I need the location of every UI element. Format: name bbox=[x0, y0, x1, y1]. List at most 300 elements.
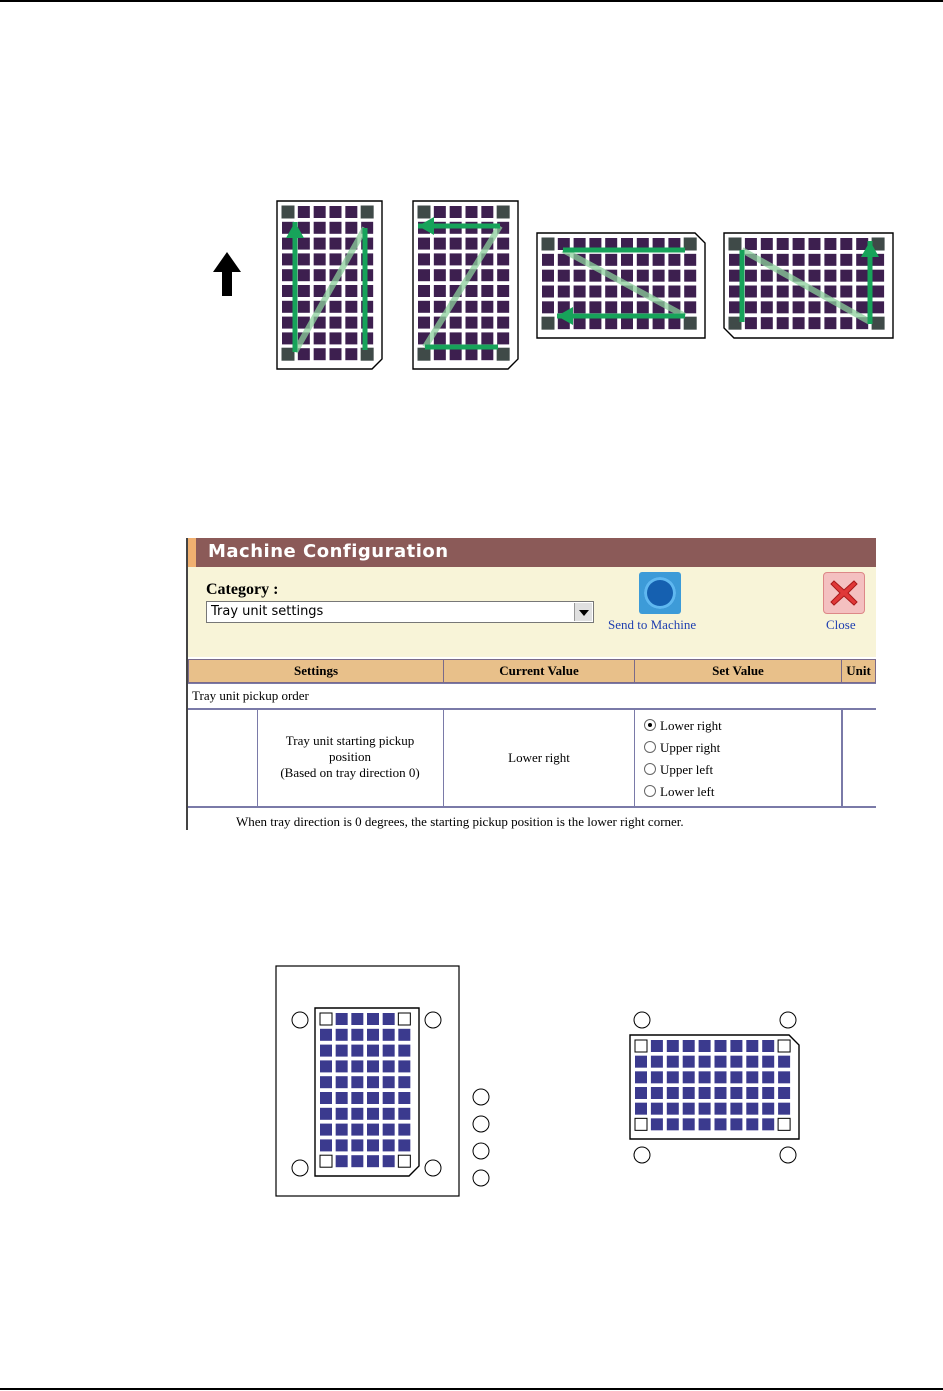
tray-cell bbox=[651, 1040, 663, 1052]
tray-cell bbox=[466, 285, 478, 297]
tray-cell bbox=[793, 301, 805, 313]
tray-cell bbox=[715, 1071, 727, 1083]
tray-cell bbox=[466, 206, 478, 218]
tray-cell bbox=[621, 317, 633, 329]
tray-cell bbox=[840, 254, 852, 266]
callout-circle bbox=[780, 1012, 796, 1028]
tray-cell bbox=[398, 1092, 410, 1104]
tray-cell bbox=[574, 301, 586, 313]
pickup-order-figure bbox=[0, 0, 943, 420]
send-to-machine-icon[interactable] bbox=[639, 572, 681, 614]
tray-cell bbox=[320, 1139, 332, 1151]
tray-cell bbox=[330, 348, 342, 360]
tray-cell bbox=[330, 206, 342, 218]
tray-cell bbox=[761, 317, 773, 329]
tray-cell bbox=[345, 222, 357, 234]
tray-cell bbox=[778, 1103, 790, 1115]
tray-cell bbox=[730, 1118, 742, 1130]
tray-cell bbox=[762, 1040, 774, 1052]
tray-cell bbox=[824, 270, 836, 282]
tray-cell bbox=[840, 317, 852, 329]
tray-cell bbox=[398, 1124, 410, 1136]
tray-cell bbox=[320, 1092, 332, 1104]
tray-cell bbox=[383, 1155, 395, 1167]
tray-cell bbox=[497, 253, 509, 265]
tray-cell bbox=[298, 238, 310, 250]
tray-cell bbox=[761, 301, 773, 313]
callout-circle bbox=[634, 1147, 650, 1163]
tray-cell bbox=[635, 1087, 647, 1099]
tray-cell bbox=[778, 1056, 790, 1068]
title-bar bbox=[188, 538, 876, 567]
note-text: When tray direction is 0 degrees, the starting pickup position is the lower right corner. bbox=[236, 814, 684, 829]
tray-cell bbox=[653, 270, 665, 282]
tray-cell bbox=[383, 1076, 395, 1088]
tray-cell bbox=[367, 1029, 379, 1041]
tray-cell bbox=[282, 332, 294, 344]
tray-cell bbox=[684, 301, 696, 313]
tray-cell bbox=[668, 286, 680, 298]
option-lower-right[interactable] bbox=[644, 718, 722, 734]
divider bbox=[634, 709, 635, 807]
tray-cell bbox=[345, 332, 357, 344]
tray-cell bbox=[778, 1087, 790, 1099]
toolbar bbox=[188, 567, 876, 657]
tray-cell bbox=[746, 1071, 758, 1083]
tray-cell bbox=[715, 1040, 727, 1052]
tray-cell bbox=[450, 206, 462, 218]
tray-cell bbox=[777, 317, 789, 329]
tray-cell bbox=[351, 1139, 363, 1151]
tray-cell bbox=[856, 301, 868, 313]
tray-corner-cell bbox=[684, 238, 696, 250]
tray-cell bbox=[351, 1029, 363, 1041]
tray-cell bbox=[683, 1040, 695, 1052]
tray-cell bbox=[398, 1045, 410, 1057]
tray-cell bbox=[345, 206, 357, 218]
section-label: Tray unit pickup order bbox=[192, 688, 309, 703]
option-upper-right[interactable] bbox=[644, 740, 720, 756]
tray-cell bbox=[668, 270, 680, 282]
tray-cell bbox=[715, 1118, 727, 1130]
tray-cell bbox=[320, 1108, 332, 1120]
tray-cell bbox=[637, 270, 649, 282]
tray-cell bbox=[667, 1118, 679, 1130]
tray-cell bbox=[351, 1124, 363, 1136]
tray-cell bbox=[330, 222, 342, 234]
tray-cell bbox=[730, 1040, 742, 1052]
tray-cell bbox=[398, 1029, 410, 1041]
tray-cell bbox=[434, 253, 446, 265]
tray-cell bbox=[809, 301, 821, 313]
radio-icon[interactable] bbox=[644, 763, 656, 775]
tray-cell bbox=[320, 1124, 332, 1136]
tray-cell bbox=[699, 1087, 711, 1099]
tray-cell bbox=[497, 269, 509, 281]
tray-cell bbox=[466, 332, 478, 344]
tray-corner-cell bbox=[320, 1013, 332, 1025]
tray-cell bbox=[824, 238, 836, 250]
tray-cell bbox=[282, 238, 294, 250]
tray-cell bbox=[383, 1013, 395, 1025]
tray-cell bbox=[298, 285, 310, 297]
tray-cell bbox=[872, 301, 884, 313]
tray-cell bbox=[466, 238, 478, 250]
tray-cell bbox=[809, 317, 821, 329]
category-select[interactable] bbox=[206, 601, 594, 623]
tray-cell bbox=[653, 254, 665, 266]
tray-cell bbox=[745, 238, 757, 250]
tray-corner-cell bbox=[635, 1040, 647, 1052]
tray-cell bbox=[809, 270, 821, 282]
tray-cell bbox=[383, 1139, 395, 1151]
tray-cell bbox=[367, 1060, 379, 1072]
header-current-value: Current Value bbox=[443, 659, 635, 683]
tray-cell bbox=[345, 317, 357, 329]
tray-cell bbox=[336, 1139, 348, 1151]
callout-circle bbox=[292, 1012, 308, 1028]
tray-cell bbox=[330, 253, 342, 265]
tray-cell bbox=[367, 1124, 379, 1136]
radio-icon[interactable] bbox=[644, 719, 656, 731]
tray-cell bbox=[635, 1071, 647, 1083]
tray-corner-cell bbox=[418, 206, 430, 218]
window-title: Machine Configuration bbox=[208, 541, 449, 562]
tray-cell bbox=[298, 269, 310, 281]
tray-cell bbox=[730, 1056, 742, 1068]
option-upper-left[interactable] bbox=[644, 762, 713, 778]
tray-cell bbox=[651, 1071, 663, 1083]
tray-cell bbox=[793, 317, 805, 329]
tray-cell bbox=[336, 1060, 348, 1072]
tray-cell bbox=[398, 1060, 410, 1072]
tray-cell bbox=[589, 301, 601, 313]
tray-cell bbox=[314, 238, 326, 250]
tray-cell bbox=[651, 1103, 663, 1115]
tray-cell bbox=[683, 1056, 695, 1068]
tray-cell bbox=[699, 1118, 711, 1130]
tray-cell bbox=[282, 301, 294, 313]
tray-cell bbox=[466, 317, 478, 329]
header-settings: Settings bbox=[188, 659, 444, 683]
tray-cell bbox=[383, 1060, 395, 1072]
tray-cell bbox=[434, 285, 446, 297]
tray-cell bbox=[383, 1092, 395, 1104]
tray-cell bbox=[683, 1087, 695, 1099]
tray-cell bbox=[320, 1076, 332, 1088]
send-to-machine-button[interactable]: Send to Machine bbox=[608, 617, 697, 632]
tray-cell bbox=[298, 206, 310, 218]
radio-icon[interactable] bbox=[644, 785, 656, 797]
tray-cell bbox=[351, 1092, 363, 1104]
tray-cell bbox=[667, 1071, 679, 1083]
tray-cell bbox=[793, 238, 805, 250]
tray-cell bbox=[746, 1103, 758, 1115]
option-label: Lower left bbox=[660, 784, 715, 799]
tray-cell bbox=[450, 238, 462, 250]
tray-cell bbox=[746, 1087, 758, 1099]
tray-cell bbox=[684, 270, 696, 282]
tray-cell bbox=[809, 238, 821, 250]
tray-cell bbox=[367, 1155, 379, 1167]
tray-cell bbox=[418, 301, 430, 313]
tray-cell bbox=[762, 1087, 774, 1099]
current-value: Lower right bbox=[508, 750, 570, 765]
tray-cell bbox=[434, 348, 446, 360]
tray-cell bbox=[336, 1124, 348, 1136]
tray-cell bbox=[314, 332, 326, 344]
divider bbox=[257, 709, 258, 807]
close-icon[interactable] bbox=[823, 572, 865, 614]
tray-cell bbox=[330, 332, 342, 344]
tray-cell bbox=[398, 1108, 410, 1120]
tray-cell bbox=[840, 270, 852, 282]
tray-cell bbox=[667, 1040, 679, 1052]
callout-circle bbox=[473, 1116, 489, 1132]
tray-cell bbox=[653, 286, 665, 298]
tray-cell bbox=[684, 286, 696, 298]
tray-cell bbox=[383, 1108, 395, 1120]
tray-cell bbox=[653, 317, 665, 329]
bottom-rule bbox=[0, 1388, 943, 1390]
tray-corner-cell bbox=[497, 206, 509, 218]
tray-cell bbox=[730, 1087, 742, 1099]
tray-cell bbox=[745, 270, 757, 282]
tray-cell bbox=[497, 317, 509, 329]
tray-cell bbox=[746, 1056, 758, 1068]
tray-cell bbox=[481, 269, 493, 281]
tray-cell bbox=[558, 286, 570, 298]
callout-circle bbox=[292, 1160, 308, 1176]
tray-cell bbox=[684, 254, 696, 266]
tray-cell bbox=[542, 301, 554, 313]
tray-cell bbox=[351, 1155, 363, 1167]
tray-cell bbox=[336, 1045, 348, 1057]
tray-cell bbox=[367, 1076, 379, 1088]
tray-cell bbox=[282, 269, 294, 281]
option-label: Lower right bbox=[660, 718, 722, 733]
tray-cell bbox=[345, 348, 357, 360]
callout-circle bbox=[473, 1089, 489, 1105]
tray-cell bbox=[450, 332, 462, 344]
tray-cell bbox=[621, 254, 633, 266]
tray-cell bbox=[367, 1139, 379, 1151]
tray-cell bbox=[434, 269, 446, 281]
tray-cell bbox=[777, 238, 789, 250]
tray-cell bbox=[314, 253, 326, 265]
tray-cell bbox=[777, 301, 789, 313]
tray-cell bbox=[336, 1092, 348, 1104]
tray-cell bbox=[481, 317, 493, 329]
tray-cell bbox=[699, 1056, 711, 1068]
tray-cell bbox=[809, 254, 821, 266]
tray-cell bbox=[762, 1056, 774, 1068]
tray-cell bbox=[320, 1060, 332, 1072]
tray-cell bbox=[667, 1056, 679, 1068]
tray-cell bbox=[367, 1092, 379, 1104]
tray-cell bbox=[856, 286, 868, 298]
tray-corner-cell bbox=[542, 238, 554, 250]
tray-cell bbox=[840, 286, 852, 298]
tray-cell bbox=[282, 285, 294, 297]
category-value: Tray unit settings bbox=[211, 604, 324, 619]
tray-corner-cell bbox=[778, 1040, 790, 1052]
tray-cell bbox=[542, 286, 554, 298]
tray-cell bbox=[481, 332, 493, 344]
tray-cell bbox=[466, 301, 478, 313]
tray-cell bbox=[336, 1108, 348, 1120]
tray-cell bbox=[730, 1103, 742, 1115]
callout-circle bbox=[780, 1147, 796, 1163]
option-label: Upper right bbox=[660, 740, 721, 755]
tray-cell bbox=[729, 254, 741, 266]
tray-cell bbox=[605, 286, 617, 298]
tray-cell bbox=[351, 1013, 363, 1025]
tray-cell bbox=[699, 1040, 711, 1052]
tray-corner-cell bbox=[398, 1013, 410, 1025]
callout-circle bbox=[634, 1012, 650, 1028]
callout-circle bbox=[425, 1160, 441, 1176]
tray-cell bbox=[497, 332, 509, 344]
tray-cell bbox=[778, 1071, 790, 1083]
setting-name bbox=[260, 733, 440, 781]
tray-cell bbox=[481, 348, 493, 360]
tray-cell bbox=[824, 254, 836, 266]
tray-corner-cell bbox=[542, 317, 554, 329]
divider bbox=[188, 806, 876, 808]
setting-line: position bbox=[329, 749, 371, 764]
tray-cell bbox=[637, 317, 649, 329]
chevron-down-icon[interactable] bbox=[574, 603, 592, 621]
option-lower-left[interactable] bbox=[644, 784, 715, 800]
tray-cell bbox=[683, 1071, 695, 1083]
tray-cell bbox=[336, 1076, 348, 1088]
radio-icon[interactable] bbox=[644, 741, 656, 753]
tray-cell bbox=[418, 269, 430, 281]
tray-corner-cell bbox=[635, 1118, 647, 1130]
tray-cell bbox=[298, 301, 310, 313]
callout-circle bbox=[425, 1012, 441, 1028]
tray-cell bbox=[351, 1076, 363, 1088]
tray-cell bbox=[746, 1040, 758, 1052]
tray-cell bbox=[574, 270, 586, 282]
divider bbox=[841, 709, 843, 807]
close-button[interactable]: Close bbox=[826, 617, 856, 632]
tray-corner-cell bbox=[361, 206, 373, 218]
tray-cell bbox=[314, 222, 326, 234]
tray-cell bbox=[621, 301, 633, 313]
tray-cell bbox=[367, 1108, 379, 1120]
tray-cell bbox=[667, 1087, 679, 1099]
tray-cell bbox=[872, 286, 884, 298]
tray-cell bbox=[840, 238, 852, 250]
tray-cell bbox=[314, 206, 326, 218]
tray-corner-cell bbox=[282, 348, 294, 360]
divider bbox=[188, 708, 876, 710]
tray-cell bbox=[761, 286, 773, 298]
tray-cell bbox=[330, 238, 342, 250]
tray-cell bbox=[418, 253, 430, 265]
tray-cell bbox=[450, 317, 462, 329]
tray-cell bbox=[383, 1045, 395, 1057]
callout-circle bbox=[473, 1170, 489, 1186]
tray-cell bbox=[635, 1103, 647, 1115]
callout-circle bbox=[473, 1143, 489, 1159]
tray-cell bbox=[418, 317, 430, 329]
tray-cell bbox=[745, 317, 757, 329]
tray-cell bbox=[574, 286, 586, 298]
tray-cell bbox=[762, 1071, 774, 1083]
tray-cell bbox=[651, 1118, 663, 1130]
tray-cell bbox=[298, 348, 310, 360]
tray-cell bbox=[330, 301, 342, 313]
tray-cell bbox=[574, 317, 586, 329]
tray-cell bbox=[383, 1029, 395, 1041]
tray-cell bbox=[398, 1076, 410, 1088]
tray-cell bbox=[651, 1087, 663, 1099]
tray-cell bbox=[777, 254, 789, 266]
tray-cell bbox=[481, 285, 493, 297]
tray-cell bbox=[434, 238, 446, 250]
tray-corner-cell bbox=[778, 1118, 790, 1130]
up-arrow-icon bbox=[213, 252, 241, 296]
tray-cell bbox=[336, 1013, 348, 1025]
tray-cell bbox=[729, 270, 741, 282]
tray-cell bbox=[345, 269, 357, 281]
tray-cell bbox=[715, 1103, 727, 1115]
category-label: Category : bbox=[206, 581, 279, 598]
tray-cell bbox=[635, 1056, 647, 1068]
tray-cell bbox=[762, 1118, 774, 1130]
tray-cell bbox=[282, 317, 294, 329]
tray-cell bbox=[345, 301, 357, 313]
tray-cell bbox=[398, 1139, 410, 1151]
tray-cell bbox=[872, 270, 884, 282]
tray-cell bbox=[351, 1060, 363, 1072]
setting-line: Tray unit starting pickup bbox=[285, 733, 415, 748]
tray-cell bbox=[668, 317, 680, 329]
divider bbox=[188, 683, 876, 684]
tray-cell bbox=[667, 1103, 679, 1115]
tray-cell bbox=[367, 1045, 379, 1057]
tray-corner-cell bbox=[729, 317, 741, 329]
tray-cell bbox=[542, 254, 554, 266]
tray-cell bbox=[729, 286, 741, 298]
tray-cell bbox=[558, 270, 570, 282]
tray-corner-cell bbox=[418, 348, 430, 360]
tray-cell bbox=[481, 206, 493, 218]
tray-cell bbox=[589, 317, 601, 329]
tray-cell bbox=[605, 254, 617, 266]
setting-line: (Based on tray direction 0) bbox=[280, 765, 420, 780]
tray-cell bbox=[605, 301, 617, 313]
tray-cell bbox=[298, 253, 310, 265]
tray-cell bbox=[715, 1087, 727, 1099]
tray-cell bbox=[637, 254, 649, 266]
tray-cell bbox=[745, 301, 757, 313]
tray-cell bbox=[481, 301, 493, 313]
tray-cell bbox=[762, 1103, 774, 1115]
tray-cell bbox=[745, 286, 757, 298]
tray-cell bbox=[336, 1155, 348, 1167]
tray-cell bbox=[668, 254, 680, 266]
tray-cell bbox=[605, 317, 617, 329]
tray-corner-cell bbox=[282, 206, 294, 218]
tray-cell bbox=[450, 348, 462, 360]
tray-cell bbox=[450, 269, 462, 281]
tray-cell bbox=[345, 285, 357, 297]
tray-cell bbox=[282, 253, 294, 265]
